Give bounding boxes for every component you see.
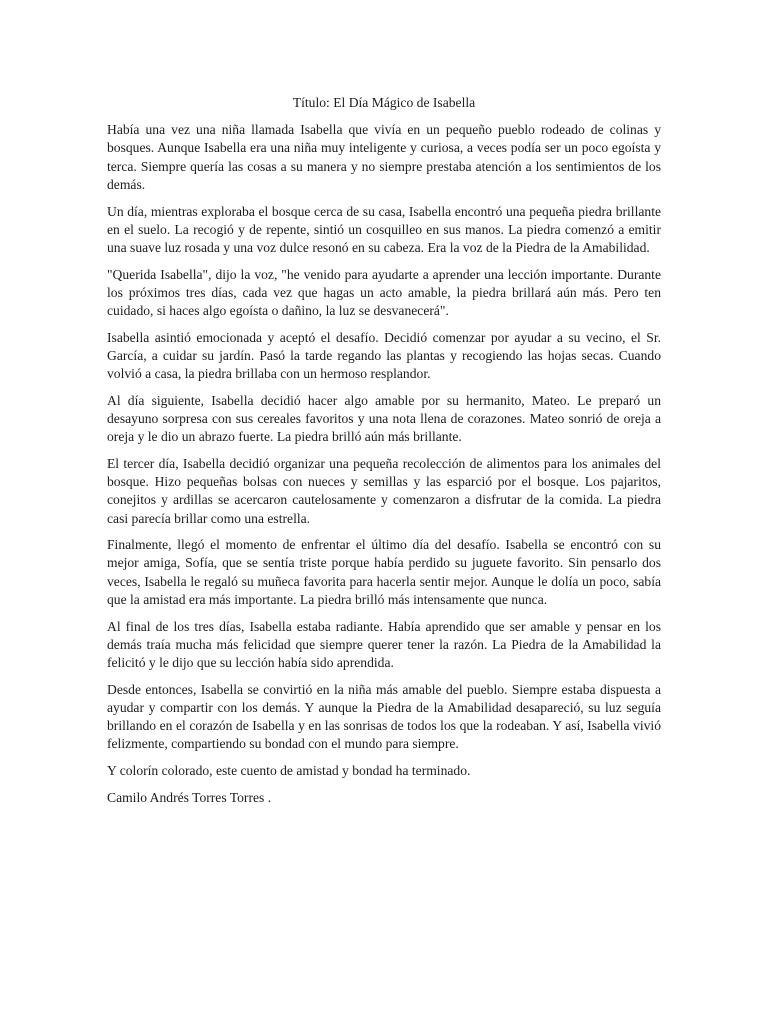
- paragraph-2: Un día, mientras exploraba el bosque cerca de su casa, Isabella encontró una pequeña piedra brillante en el suelo. La recogió y de repente, sintió un cosquilleo en sus manos. La piedra comenzó a emitir una suave luz rosada y una voz dulce resonó en su cabeza. Era la voz de la Piedra de la Amabilidad.: [107, 203, 661, 255]
- paragraph-5: Al día siguiente, Isabella decidió hacer algo amable por su hermanito, Mateo. Le preparó un desayuno sorpresa con sus cereales favoritos y una nota llena de corazones. Mateo sonrió de oreja a oreja y le dio un abrazo fuerte. La piedra brilló aún más brillante.: [107, 392, 661, 445]
- document-page: [107, 94, 661, 807]
- paragraph-4: Isabella asintió emocionada y aceptó el desafío. Decidió comenzar por ayudar a su vecino, el Sr. García, a cuidar su jardín. Pasó la tarde regando las plantas y recogiendo las hojas secas. Cuando volvió a casa, la piedra brillaba con un hermoso resplandor.: [107, 329, 661, 382]
- paragraph-1: Había una vez una niña llamada Isabella que vivía en un pequeño pueblo rodeado de colinas y bosques. Aunque Isabella era una niña muy inteligente y curiosa, a veces podía ser un poco egoísta y terca. Siempre quería las cosas a su manera y no siempre prestaba atención a los sentimientos de los demás.: [107, 122, 661, 192]
- paragraph-10: Y colorín colorado, este cuento de amistad y bondad ha terminado.: [107, 763, 471, 778]
- paragraph-6: El tercer día, Isabella decidió organizar una pequeña recolección de alimentos para los animales del bosque. Hizo pequeñas bolsas con nueces y semillas y las esparció por el bosque. Los pajaritos, conejitos y ardillas se acercaron cautelosamente y comenzaron a disfrutar de la comida. La piedra casi parecía brillar como una estrella.: [107, 455, 661, 526]
- paragraph-9: Desde entonces, Isabella se convirtió en la niña más amable del pueblo. Siempre estaba dispuesta a ayudar y compartir con los demás. Y aunque la Piedra de la Amabilidad desapareció, su luz seguía brillando en el corazón de Isabella y en las sonrisas de todos los que la rodeaban. Y así, Isabella vivió felizmente, compartiendo su bondad con el mundo para siempre.: [107, 681, 661, 752]
- paragraph-3: "Querida Isabella", dijo la voz, "he venido para ayudarte a aprender una lección importante. Durante los próximos tres días, cada vez que hagas un acto amable, la piedra brillará aún más. Pero ten cuidado, si haces algo egoísta o dañino, la luz se desvanecerá".: [107, 266, 661, 319]
- paragraph-7: Finalmente, llegó el momento de enfrentar el último día del desafío. Isabella se encontró con su mejor amiga, Sofía, que se sentía triste porque había perdido su juguete favorito. Sin pensarlo dos veces, Isabella le regaló su muñeca favorita para hacerla sentir mejor. Aunque le dolía un poco, sabía que la amistad era más importante. La piedra brilló más intensamente que nunca.: [107, 537, 661, 607]
- document-title: Título: El Día Mágico de Isabella: [292, 95, 476, 110]
- author-signature: Camilo Andrés Torres Torres .: [107, 789, 272, 805]
- paragraph-8: Al final de los tres días, Isabella estaba radiante. Había aprendido que ser amable y pensar en los demás traía mucha más felicidad que siempre querer tener la razón. La Piedra de la Amabilidad la felicitó y le dijo que su lección había sido aprendida.: [107, 618, 661, 670]
